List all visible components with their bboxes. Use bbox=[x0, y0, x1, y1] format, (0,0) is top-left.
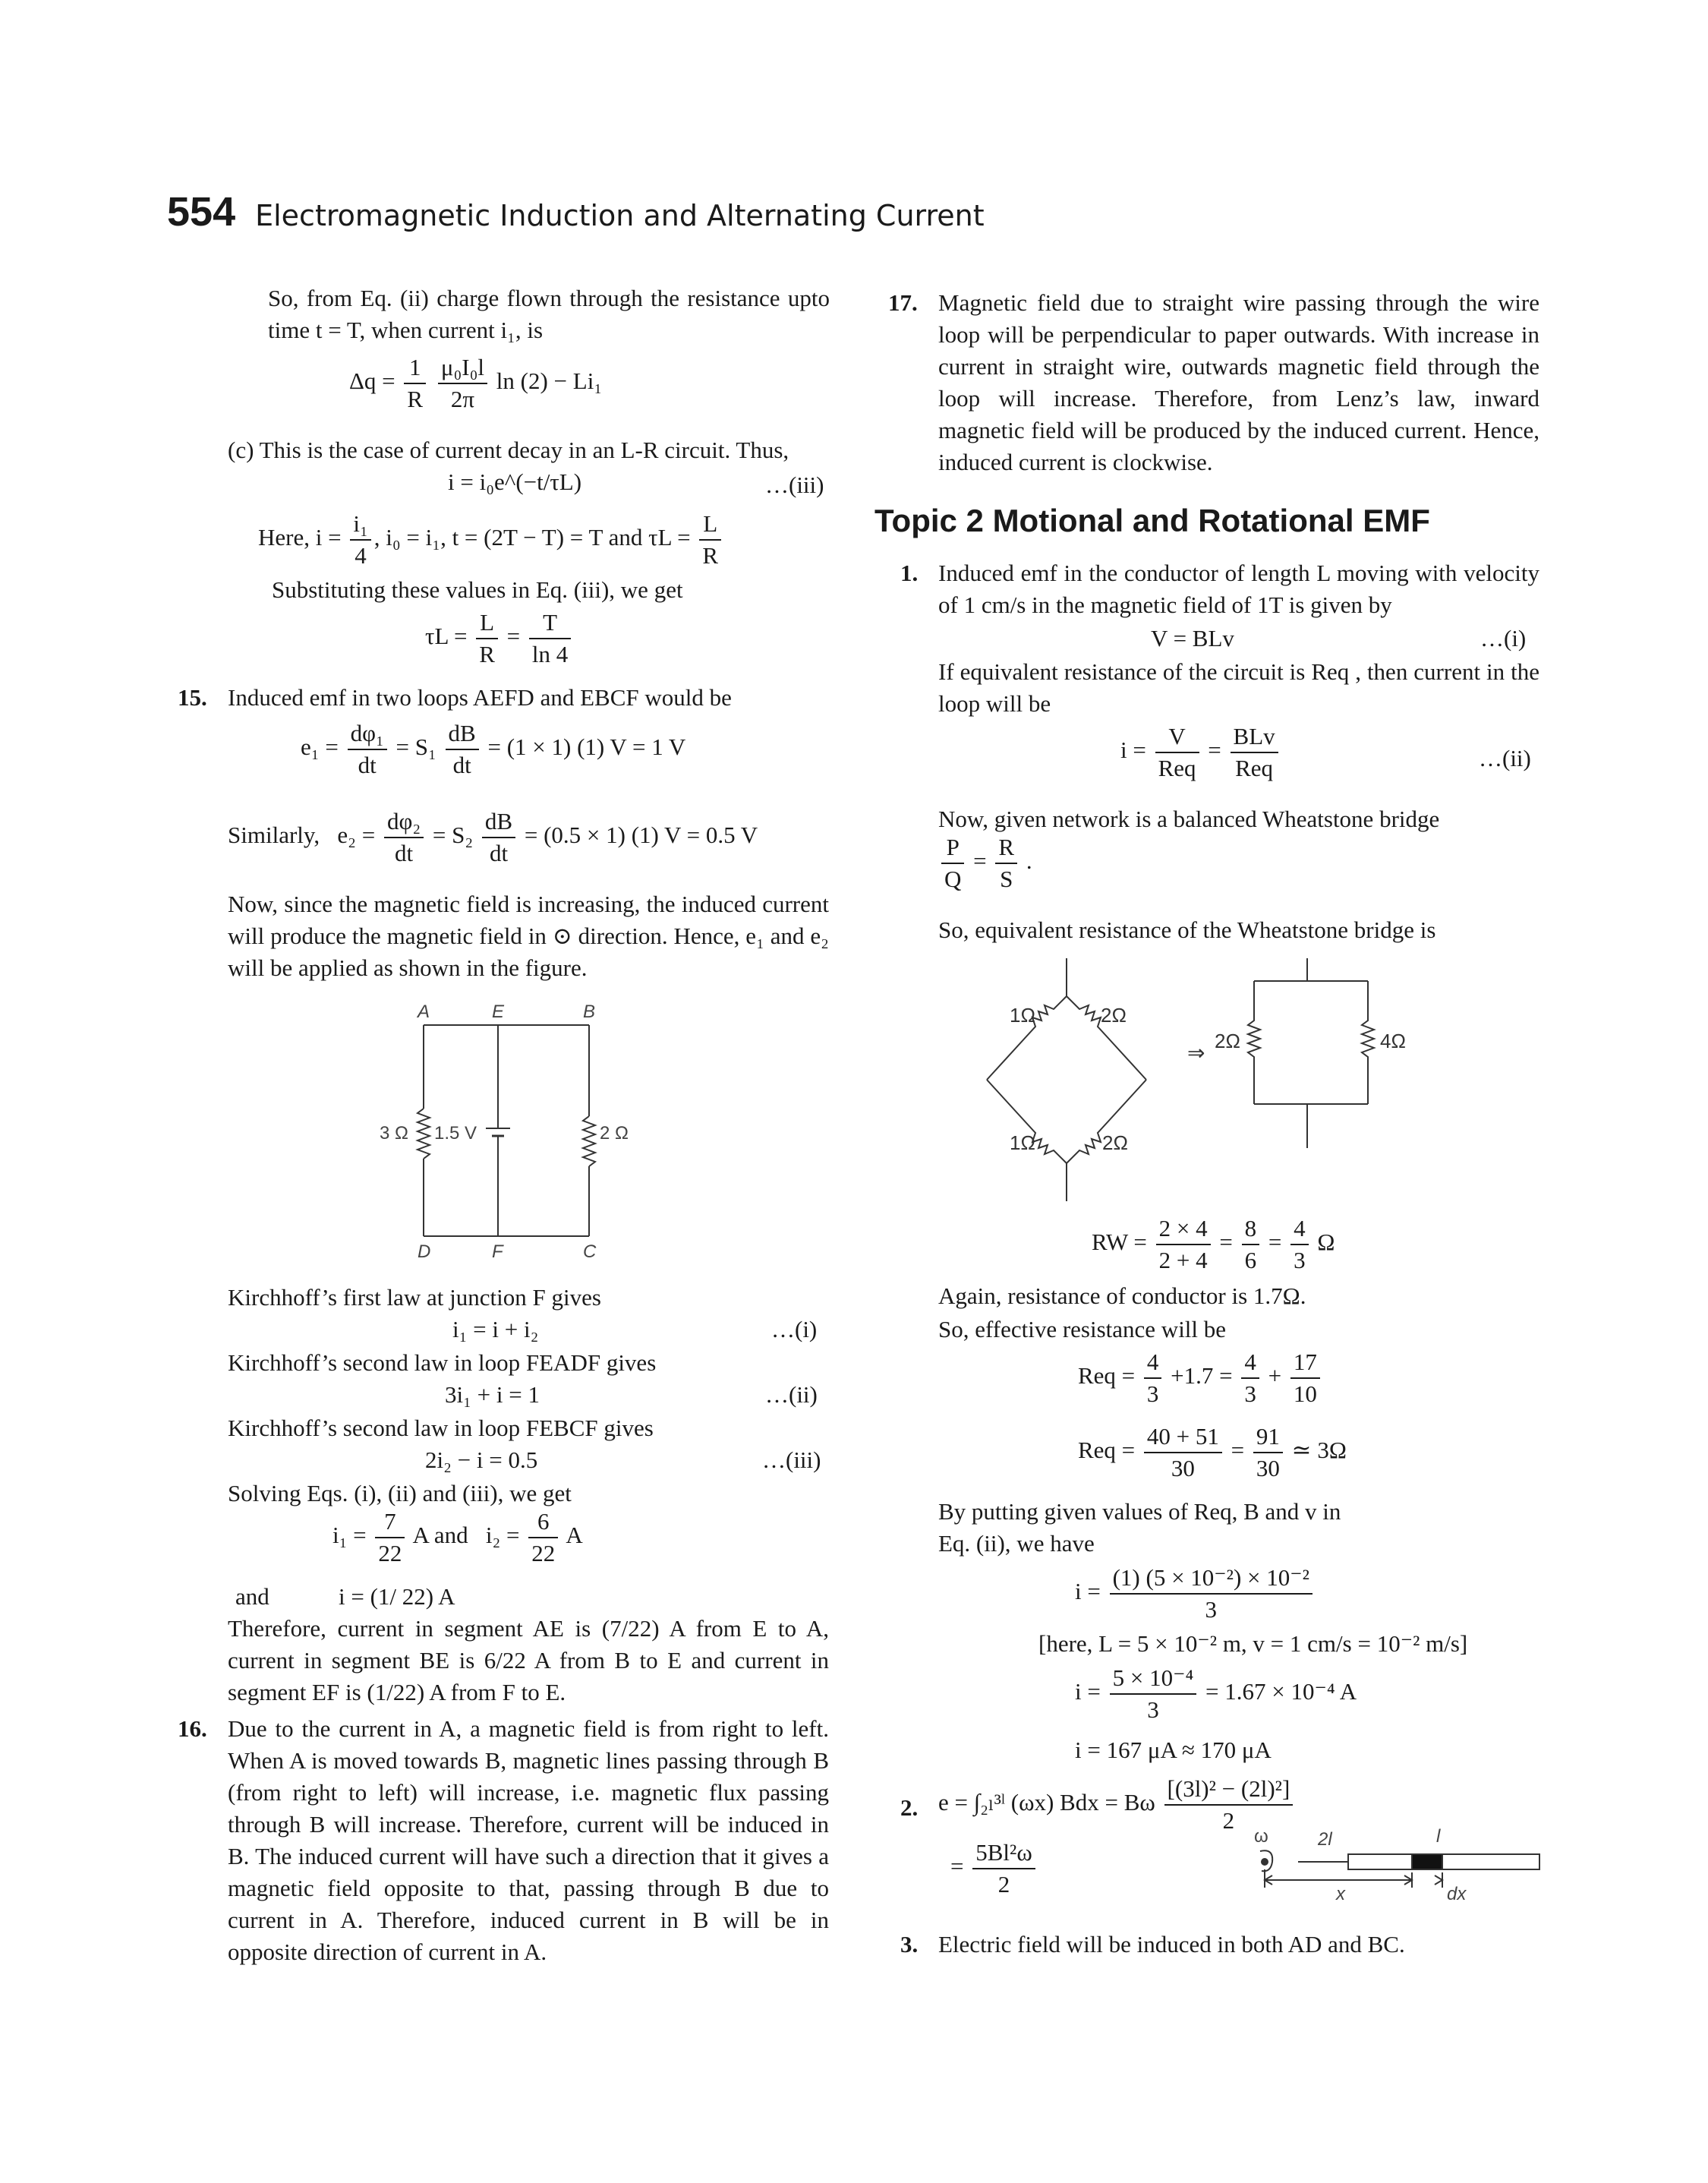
equation-ratio bbox=[938, 832, 1032, 894]
equation: i = (1/ 22) A bbox=[339, 1583, 455, 1610]
eq-text: = bbox=[1208, 737, 1221, 764]
label-F: F bbox=[492, 1241, 503, 1262]
equation-dq bbox=[349, 352, 602, 415]
eq-text: + bbox=[1268, 1362, 1282, 1390]
label-x: x bbox=[1336, 1884, 1345, 1904]
fraction bbox=[1241, 1347, 1259, 1409]
paragraph: Magnetic field due to straight wire passing through the wire loop will be perpendicular to paper outwards. With increase in current in straight wire, outwards magnetic field through the loop will increase. Therefore, from Lenz’s law, inward magnetic field will be produced by the induced current. Hence, induced current is clockwise. bbox=[938, 289, 1539, 475]
label-l: l bbox=[1436, 1826, 1441, 1847]
numerator: 17 bbox=[1290, 1347, 1320, 1379]
label-dx: dx bbox=[1447, 1884, 1467, 1904]
page-number: 554 bbox=[167, 189, 236, 235]
eq-text: Δq = bbox=[349, 368, 395, 395]
fraction bbox=[995, 832, 1017, 894]
fraction bbox=[1144, 1421, 1222, 1484]
paragraph: So, effective resistance will be bbox=[938, 1316, 1227, 1342]
fraction bbox=[1290, 1347, 1320, 1409]
numerator: 5 × 10⁻⁴ bbox=[1110, 1663, 1197, 1695]
fraction bbox=[1231, 721, 1278, 784]
paragraph: Solving Eqs. (i), (ii) and (iii), we get bbox=[228, 1480, 572, 1506]
eq-text: RW = bbox=[1092, 1229, 1147, 1256]
fraction bbox=[438, 352, 487, 415]
denominator: R bbox=[479, 641, 495, 667]
numerator: 40 + 51 bbox=[1144, 1421, 1222, 1453]
paragraph: Now, given network is a balanced Wheatstone bridge bbox=[938, 806, 1440, 832]
wheatstone-bridge-diagram bbox=[972, 958, 1503, 1201]
paragraph: Kirchhoff’s second law in loop FEBCF gives bbox=[228, 1415, 654, 1441]
numerator: dφ₁ bbox=[348, 718, 387, 750]
question-number: 15. bbox=[178, 684, 207, 711]
numerator: 4 bbox=[1241, 1347, 1259, 1379]
label-C: C bbox=[583, 1241, 597, 1262]
equation-number: …(ii) bbox=[1479, 745, 1531, 771]
paragraph: Kirchhoff’s first law at junction F gives bbox=[228, 1284, 601, 1311]
omega-label: ω bbox=[1254, 1826, 1268, 1847]
arrow-head bbox=[1435, 1875, 1442, 1885]
fraction bbox=[1242, 1213, 1260, 1276]
eq-text: i = bbox=[1120, 737, 1146, 764]
eq-text: i = bbox=[1075, 1678, 1101, 1705]
resistor-4ohm-parallel bbox=[1362, 981, 1374, 1104]
fraction bbox=[1156, 1213, 1211, 1276]
numerator: 7 bbox=[375, 1506, 405, 1538]
paragraph: Kirchhoff’s second law in loop FEADF gives bbox=[228, 1349, 657, 1376]
denominator: 3 bbox=[1294, 1247, 1306, 1273]
eq-text: Req = bbox=[1078, 1362, 1136, 1390]
eq-text: = S₂ bbox=[432, 822, 474, 849]
numerator: R bbox=[995, 832, 1017, 864]
fraction bbox=[482, 806, 515, 869]
denominator: 22 bbox=[531, 1540, 556, 1566]
paragraph: Due to the current in A, a magnetic field is from right to left. When A is moved towards B, magnetic lines passing through B (from right to left) will increase, i.e. magnetic flux passing through B will increase. Therefore, current will be induced in B. The induced current will have such a direction that it gives a magnetic field opposite to that, passing through B due to current in A. Therefore, induced current in B will be in opposite direction of current in A. bbox=[228, 1715, 829, 1965]
topic-heading: Topic 2 Motional and Rotational EMF bbox=[874, 503, 1430, 538]
label-2ohm: 2 Ω bbox=[600, 1123, 629, 1144]
eq-text: = bbox=[973, 847, 987, 875]
fraction bbox=[404, 352, 426, 415]
rotating-rod-diagram bbox=[1253, 1819, 1541, 1903]
label-2ohm: 2Ω bbox=[1101, 1004, 1127, 1027]
label-4ohm: 4Ω bbox=[1380, 1030, 1406, 1052]
equation-e2 bbox=[228, 806, 758, 869]
equation: V = BLv bbox=[1151, 625, 1234, 651]
paragraph: By putting given values of Req, B and v in Eq. (ii), we have bbox=[938, 1498, 1341, 1557]
eq-text: Ω bbox=[1317, 1229, 1335, 1256]
equation-solution bbox=[332, 1506, 583, 1569]
label-A: A bbox=[418, 1002, 430, 1022]
denominator: R bbox=[702, 542, 719, 569]
paragraph: If equivalent resistance of the circuit is Req , then current in the loop will be bbox=[938, 658, 1539, 717]
equation-number: …(iii) bbox=[762, 1446, 821, 1473]
paragraph: Induced emf in the conductor of length L moving with velocity of 1 cm/s in the magnetic field of 1T is given by bbox=[938, 560, 1539, 618]
question-number: 16. bbox=[178, 1715, 207, 1742]
equation-decay: i = i₀e^(−t/τL) bbox=[448, 468, 582, 495]
numerator: T bbox=[529, 607, 571, 639]
and-word: and bbox=[235, 1583, 269, 1610]
numerator: 4 bbox=[1144, 1347, 1162, 1379]
fraction bbox=[1144, 1347, 1162, 1409]
resistor-2ohm bbox=[583, 1116, 595, 1166]
eq-text: ln (2) − Li₁ bbox=[496, 368, 603, 395]
pivot-point bbox=[1262, 1859, 1268, 1865]
numerator: L bbox=[699, 509, 721, 541]
denominator: 30 bbox=[1256, 1455, 1280, 1481]
eq-text: Similarly, bbox=[228, 822, 320, 849]
label-2ohm: 2Ω bbox=[1102, 1131, 1128, 1154]
denominator: 2 bbox=[1222, 1807, 1235, 1834]
equation-req1 bbox=[1078, 1347, 1323, 1409]
fraction bbox=[476, 607, 498, 670]
eq-text: = (0.5 × 1) (1) V = 0.5 V bbox=[524, 822, 758, 849]
paragraph: Again, resistance of conductor is 1.7Ω. bbox=[938, 1282, 1306, 1309]
label-2l: 2l bbox=[1318, 1829, 1332, 1850]
denominator: 3 bbox=[1205, 1596, 1218, 1623]
arrow-icon: ⇒ bbox=[1187, 1041, 1205, 1065]
rod-body bbox=[1348, 1854, 1539, 1869]
equation: i = 167 μA ≈ 170 μA bbox=[1075, 1737, 1272, 1763]
eq-text: i₂ = bbox=[485, 1522, 520, 1549]
paragraph: So, equivalent resistance of the Wheatstone bridge is bbox=[938, 916, 1436, 943]
fraction bbox=[384, 806, 424, 869]
equation-number: …(iii) bbox=[765, 472, 824, 498]
question-number: 3. bbox=[900, 1931, 919, 1957]
denominator: Req bbox=[1158, 755, 1196, 781]
paragraph: Electric field will be induced in both AD and BC. bbox=[938, 1931, 1405, 1957]
numerator: V bbox=[1155, 721, 1199, 753]
numerator: (1) (5 × 10⁻²) × 10⁻² bbox=[1110, 1563, 1313, 1595]
denominator: R bbox=[407, 386, 424, 412]
label-D: D bbox=[418, 1241, 431, 1262]
denominator: Req bbox=[1235, 755, 1274, 781]
fraction bbox=[1110, 1563, 1313, 1625]
numerator: 5Bl²ω bbox=[972, 1838, 1035, 1869]
denominator: 6 bbox=[1244, 1247, 1257, 1273]
equation-req2 bbox=[1078, 1421, 1347, 1484]
numerator: dB bbox=[446, 718, 479, 750]
equation: i₁ = i + i₂ bbox=[452, 1316, 539, 1342]
question-number: 2. bbox=[900, 1794, 919, 1821]
eq-text: . bbox=[1026, 847, 1032, 875]
denominator: 2 + 4 bbox=[1158, 1247, 1208, 1273]
numerator: 1 bbox=[404, 352, 426, 384]
eq-text: ≃ 3Ω bbox=[1291, 1437, 1347, 1464]
label-3ohm: 3 Ω bbox=[380, 1123, 408, 1144]
denominator: ln 4 bbox=[531, 641, 569, 667]
numerator: L bbox=[476, 607, 498, 639]
equation-tau bbox=[425, 607, 574, 670]
denominator: 4 bbox=[355, 542, 367, 569]
numerator: μ₀I₀l bbox=[438, 352, 487, 384]
fraction bbox=[350, 509, 370, 571]
denominator: 3 bbox=[1146, 1380, 1159, 1407]
denominator: 3 bbox=[1147, 1696, 1159, 1723]
numerator: 2 × 4 bbox=[1156, 1213, 1211, 1245]
eq-text: Req = bbox=[1078, 1437, 1136, 1464]
denominator: 2 bbox=[997, 1871, 1010, 1898]
fraction bbox=[446, 718, 479, 781]
fraction bbox=[941, 832, 964, 894]
eq-text: A bbox=[566, 1522, 583, 1549]
eq-text: e = ∫₂ₗ³ˡ (ωx) Bdx = Bω bbox=[938, 1789, 1155, 1816]
question-number: 1. bbox=[900, 560, 919, 586]
paragraph: Substituting these values in Eq. (iii), we get bbox=[272, 576, 683, 603]
eq-text: = bbox=[506, 623, 521, 650]
equation-e1 bbox=[301, 718, 685, 781]
eq-text: +1.7 = bbox=[1171, 1362, 1233, 1390]
fraction bbox=[1253, 1421, 1283, 1484]
equation: 3i₁ + i = 1 bbox=[445, 1381, 540, 1408]
fraction bbox=[699, 509, 721, 571]
fraction bbox=[348, 718, 387, 781]
numerator: 6 bbox=[528, 1506, 558, 1538]
equation-ival bbox=[1075, 1563, 1316, 1625]
denominator: 10 bbox=[1293, 1380, 1317, 1407]
eq-text: e₂ = bbox=[337, 822, 376, 849]
paragraph: Now, since the magnetic field is increasing, the induced current will produce the magnetic field in ⊙ direction. Hence, e₁ and e₂ will be applied as shown in the figure. bbox=[228, 891, 829, 981]
fraction bbox=[529, 607, 571, 670]
eq-text: , i₀ = i₁, t = (2T − T) = T and τL = bbox=[373, 524, 691, 551]
label-voltage: 1.5 V bbox=[434, 1123, 477, 1144]
equation-number: …(i) bbox=[771, 1316, 818, 1342]
eq-text: i = bbox=[1075, 1578, 1101, 1605]
question-number: 17. bbox=[888, 289, 918, 316]
paragraph: So, from Eq. (ii) charge flown through the resistance upto time t = T, when current i₁, is bbox=[268, 285, 830, 343]
fraction bbox=[1155, 721, 1199, 784]
numerator: [(3l)² − (2l)²] bbox=[1164, 1774, 1294, 1806]
equation-rw bbox=[1092, 1213, 1335, 1276]
fraction bbox=[1290, 1213, 1309, 1276]
numerator: 4 bbox=[1290, 1213, 1309, 1245]
equation-number: …(ii) bbox=[765, 1381, 818, 1408]
equation-ival2 bbox=[1075, 1663, 1357, 1725]
fraction bbox=[1110, 1663, 1197, 1725]
eq-text: τL = bbox=[425, 623, 468, 650]
eq-text: = bbox=[950, 1853, 964, 1880]
equation-emf bbox=[938, 1774, 1296, 1836]
eq-text: = bbox=[1219, 1229, 1233, 1256]
denominator: 3 bbox=[1244, 1380, 1256, 1407]
equation: 2i₂ − i = 0.5 bbox=[425, 1446, 538, 1473]
chapter-title: Electromagnetic Induction and Alternating Current bbox=[255, 199, 985, 232]
resistor-3ohm bbox=[418, 1109, 430, 1159]
denominator: S bbox=[1000, 866, 1013, 892]
circuit-diagram bbox=[363, 995, 629, 1262]
fraction bbox=[528, 1506, 558, 1569]
label-B: B bbox=[583, 1002, 596, 1022]
eq-text: = 1.67 × 10⁻⁴ A bbox=[1205, 1678, 1357, 1705]
page-header bbox=[167, 188, 985, 235]
eq-text: e₁ = bbox=[301, 733, 339, 761]
numerator: P bbox=[941, 832, 964, 864]
eq-text: = bbox=[1231, 1437, 1245, 1464]
here-line: [here, L = 5 × 10⁻² m, v = 1 cm/s = 10⁻² m/s] bbox=[1038, 1630, 1468, 1657]
paragraph: Induced emf in two loops AEFD and EBCF would be bbox=[228, 684, 732, 711]
denominator: dt bbox=[452, 752, 471, 778]
eq-text: i₁ = bbox=[332, 1522, 367, 1549]
equation-current bbox=[1120, 721, 1281, 784]
numerator: 91 bbox=[1253, 1421, 1283, 1453]
paragraph: Therefore, current in segment AE is (7/22) A from E to A, current in segment BE is 6/22 A from B to E and current in segment EF is (1/22) A from F to E. bbox=[228, 1615, 829, 1705]
denominator: 22 bbox=[378, 1540, 402, 1566]
equation-emf-result bbox=[950, 1838, 1038, 1900]
numerator: 8 bbox=[1242, 1213, 1260, 1245]
equation-number: …(i) bbox=[1480, 625, 1527, 651]
rod-element-dx bbox=[1412, 1854, 1442, 1869]
eq-text: A and bbox=[412, 1522, 468, 1549]
paragraph: (c) This is the case of current decay in an L-R circuit. Thus, bbox=[228, 437, 789, 463]
label-E: E bbox=[492, 1002, 505, 1022]
equation-here bbox=[258, 509, 724, 571]
eq-text: = (1 × 1) (1) V = 1 V bbox=[487, 733, 686, 761]
denominator: 2π bbox=[450, 386, 475, 412]
denominator: dt bbox=[358, 752, 377, 778]
eq-text: = bbox=[1268, 1229, 1282, 1256]
fraction bbox=[972, 1838, 1035, 1900]
label-2ohm: 2Ω bbox=[1215, 1030, 1240, 1052]
denominator: dt bbox=[489, 840, 509, 866]
numerator: dφ₂ bbox=[384, 806, 424, 838]
denominator: 30 bbox=[1171, 1455, 1195, 1481]
fraction bbox=[375, 1506, 405, 1569]
eq-text: Here, i = bbox=[258, 524, 342, 551]
numerator: BLv bbox=[1231, 721, 1278, 753]
numerator: i₁ bbox=[350, 509, 370, 541]
eq-text: = S₁ bbox=[395, 733, 436, 761]
denominator: Q bbox=[944, 866, 962, 892]
resistor-2ohm-parallel bbox=[1248, 981, 1260, 1104]
label-1ohm: 1Ω bbox=[1010, 1004, 1035, 1027]
denominator: dt bbox=[394, 840, 414, 866]
label-1ohm: 1Ω bbox=[1010, 1131, 1035, 1154]
numerator: dB bbox=[482, 806, 515, 838]
